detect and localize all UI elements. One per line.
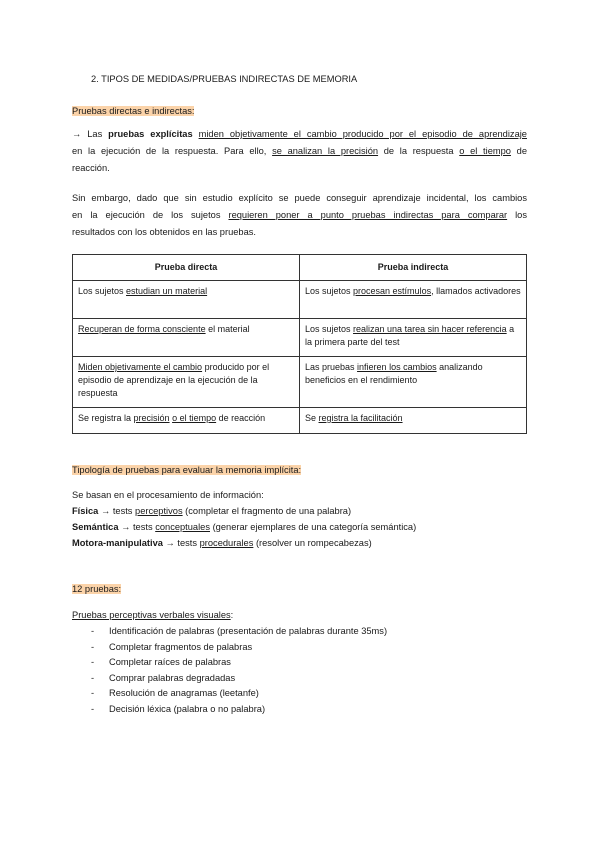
section2-intro: Se basan en el procesamiento de información: <box>72 490 264 500</box>
cell-text: de reacción <box>216 413 266 423</box>
table-header-row <box>73 255 527 281</box>
table-cell <box>300 281 527 319</box>
item-arrow: → tests <box>162 538 200 548</box>
p1-arrow: → Las <box>72 129 109 139</box>
item-label: Motora-manipulativa <box>72 538 163 548</box>
p2-line2 <box>72 210 527 220</box>
table-cell <box>300 319 527 357</box>
bullet-dash: - <box>91 704 95 714</box>
section1-title <box>72 106 194 116</box>
cell-underline: estudian un material <box>126 286 208 296</box>
p1-line2 <box>72 146 527 156</box>
section2-title <box>72 465 301 475</box>
cell-text: producido por el episodio de aprendizaje en la ejecución de la respuesta <box>78 362 270 398</box>
subtitle-text: Pruebas perceptivas verbales visuales <box>72 610 231 620</box>
cell-text: Se <box>305 413 319 423</box>
item-desc: (generar ejemplares de una categoría semántica) <box>210 522 417 532</box>
p1-strong: pruebas explícitas <box>108 129 193 139</box>
bullet-item: Decisión léxica (palabra o no palabra) <box>109 704 266 714</box>
bullet-dash: - <box>91 626 95 636</box>
p1-line3: reacción. <box>72 163 110 173</box>
p1-underline2: se analizan la precisión <box>272 146 379 156</box>
cell-text: el material <box>205 324 250 334</box>
item-term: perceptivos <box>135 506 183 516</box>
item-desc: (completar el fragmento de una palabra) <box>182 506 352 516</box>
bullet-item: Resolución de anagramas (leetanfe) <box>109 688 259 698</box>
table-cell <box>73 281 300 319</box>
table-cell <box>73 408 300 434</box>
cell-underline: o el tiempo <box>172 413 217 423</box>
cell-underline: realizan una tarea sin hacer referencia <box>353 324 507 334</box>
p1-underline3: o el tiempo <box>459 146 511 156</box>
cell-text: , llamados activadores <box>431 286 521 296</box>
cell-underline: Miden objetivamente el cambio <box>78 362 203 372</box>
cell-underline: infieren los cambios <box>357 362 437 372</box>
cell-text: analizando beneficios en el rendimiento <box>305 362 483 385</box>
item-label: Semántica <box>72 522 119 532</box>
section3-title-text: 12 pruebas: <box>72 584 122 594</box>
table-row <box>73 281 527 319</box>
list-item <box>72 538 372 548</box>
item-label: Física <box>72 506 99 516</box>
section-heading: 2. TIPOS DE MEDIDAS/PRUEBAS INDIRECTAS DE MEMORIA <box>91 74 358 84</box>
section1-title-text: Pruebas directas e indirectas: <box>72 106 195 116</box>
list-item <box>72 506 351 516</box>
p1-line1 <box>72 129 527 139</box>
section2-title-text: Tipología de pruebas para evaluar la memoria implícita: <box>72 465 302 475</box>
p2-text1: en la ejecución de los sujetos <box>72 210 229 220</box>
cell-text: Se registra la <box>78 413 134 423</box>
subtitle-colon: : <box>230 610 234 620</box>
cell-underline: procesan estímulos <box>353 286 432 296</box>
p1-underline1: miden objetivamente el cambio producido por el episodio de aprendizaje <box>198 129 527 139</box>
table-row <box>73 357 527 408</box>
comparison-table <box>72 254 527 434</box>
item-term: conceptuales <box>155 522 210 532</box>
cell-text: Los sujetos <box>305 286 354 296</box>
bullet-item: Comprar palabras degradadas <box>109 673 236 683</box>
table-row <box>73 319 527 357</box>
p2-text2: los <box>507 210 527 220</box>
bullet-dash: - <box>91 688 95 698</box>
cell-text: a la primera parte del test <box>305 324 515 347</box>
cell-text: Los sujetos <box>305 324 354 334</box>
p2-underline1: requieren poner a punto pruebas indirectas para comparar <box>228 210 508 220</box>
p1-text2: en la ejecución de la respuesta. Para ello, <box>72 146 273 156</box>
p2-line3: resultados con los obtenidos en las pruebas. <box>72 227 256 237</box>
cell-text: Los sujetos <box>78 286 127 296</box>
section3-subtitle <box>72 610 233 620</box>
item-arrow: → tests <box>98 506 136 516</box>
p1-text4: de <box>510 146 527 156</box>
section3-title <box>72 584 121 594</box>
table-cell <box>73 319 300 357</box>
bullet-item: Completar raíces de palabras <box>109 657 231 667</box>
header-direct: Prueba directa <box>73 255 300 281</box>
bullet-dash: - <box>91 673 95 683</box>
header-indirect: Prueba indirecta <box>300 255 527 281</box>
cell-text: Las pruebas <box>305 362 358 372</box>
cell-underline: registra la facilitación <box>318 413 403 423</box>
bullet-item: Identificación de palabras (presentación de palabras durante 35ms) <box>109 626 388 636</box>
bullet-item: Completar fragmentos de palabras <box>109 642 253 652</box>
cell-underline: Recuperan de forma consciente <box>78 324 206 334</box>
p2-line1: Sin embargo, dado que sin estudio explícito se puede conseguir aprendizaje incidental, los cambios <box>72 193 527 203</box>
cell-underline: precisión <box>133 413 170 423</box>
bullet-dash: - <box>91 642 95 652</box>
list-item <box>72 522 416 532</box>
item-arrow: → tests <box>118 522 156 532</box>
table-cell <box>300 408 527 434</box>
table-cell <box>300 357 527 408</box>
table-row <box>73 408 527 434</box>
bullet-dash: - <box>91 657 95 667</box>
item-term: procedurales <box>199 538 254 548</box>
item-desc: (resolver un rompecabezas) <box>253 538 372 548</box>
table-cell <box>73 357 300 408</box>
p1-text3: de la respuesta <box>378 146 460 156</box>
